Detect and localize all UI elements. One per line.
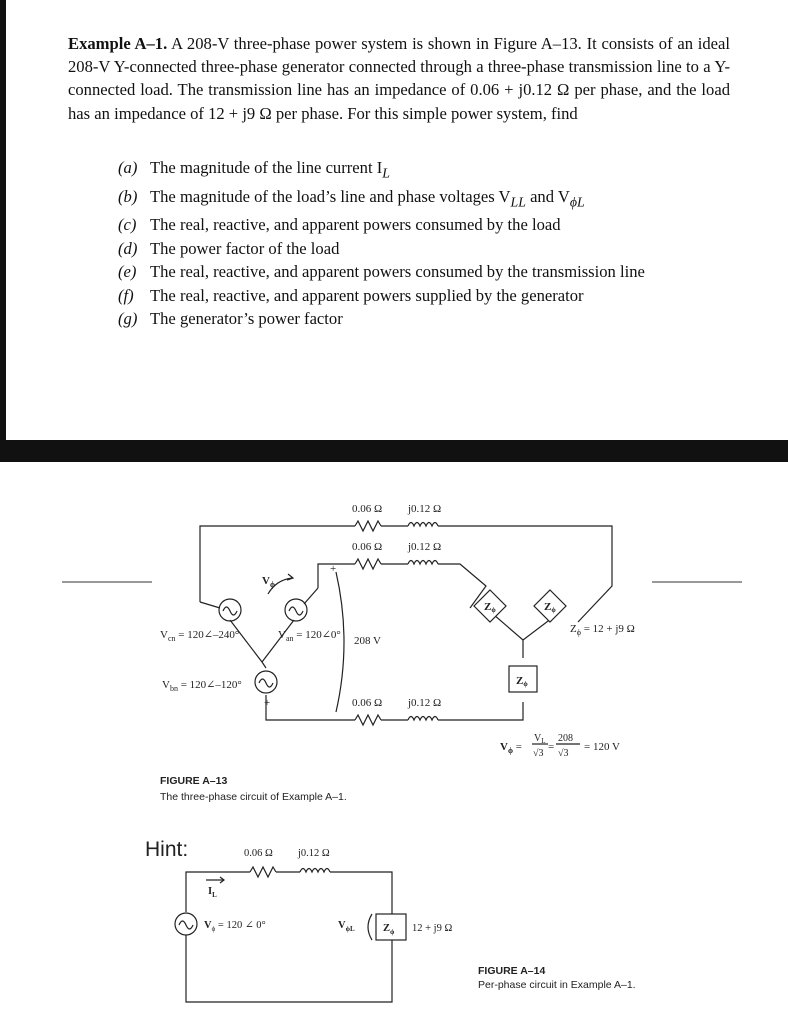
caption-a14-title: FIGURE A–14: [478, 965, 546, 977]
hint-load-box: [376, 914, 406, 940]
label-line-x-top: j0.12 Ω: [408, 503, 442, 515]
wire-bot-left: [266, 695, 355, 720]
eq-num1: V: [534, 733, 542, 744]
item-label: (b): [118, 186, 138, 206]
label-vbn: V: [162, 679, 170, 691]
inductor-top: [408, 523, 438, 527]
eq-lhs-sub: ϕ: [507, 746, 513, 755]
svg-text:Vϕ: [262, 575, 275, 589]
svg-text:Zϕ = 12 + j9 Ω: [570, 623, 635, 637]
label-vcn-val: = 120∠–240°: [175, 629, 240, 641]
figure-a13: [200, 521, 612, 744]
hint-wire-left: [186, 872, 250, 912]
list-item: [118, 260, 645, 283]
item-label: (f): [118, 285, 134, 305]
hint-label-vphil: V: [338, 920, 346, 931]
problem-statement: [68, 32, 730, 125]
caption-a14-text: Per-phase circuit in Example A–1.: [478, 979, 636, 991]
hint-label-vphi: V: [204, 920, 212, 931]
label-line-r-mid: 0.06 Ω: [352, 541, 383, 553]
label-z-def-val: = 12 + j9 Ω: [580, 623, 635, 635]
resistor-mid: [355, 559, 381, 569]
list-item: [118, 284, 645, 307]
eq-rhs: = 120 V: [584, 741, 620, 753]
svg-text:Van = 120∠0°: [278, 629, 341, 643]
item-sub: ϕL: [569, 194, 585, 210]
circuit-figures: [0, 462, 788, 1024]
eq-mid: =: [512, 741, 522, 753]
item-text: The real, reactive, and apparent powers supplied by the generator: [150, 285, 584, 305]
example-body: A 208-V three-phase power system is shown in Figure A–13. It consists of an ideal 208-V Y-connected three-phase generator connected through a three-phase transmission line to a Y-connected load. The transmission line has an impedance of 0.06 + j0.12 Ω per phase, and the load has an impedance of 12 + j9 Ω per phase. For this simple power system, find: [68, 34, 731, 123]
example-title: Example A–1.: [68, 34, 168, 53]
inductor-bot: [408, 717, 438, 721]
item-text: The generator’s power factor: [150, 309, 343, 329]
label-vbn-sub: bn: [169, 684, 178, 693]
hint-label-vphil-sub: ϕL: [345, 925, 355, 933]
label-plus-b: +: [264, 697, 271, 709]
label-line-r-bot: 0.06 Ω: [352, 697, 383, 709]
item-text: and V: [525, 186, 570, 206]
vll-bracket: [336, 572, 344, 712]
inductor-mid: [408, 561, 438, 565]
item-label: (d): [118, 238, 138, 258]
wire-src-a-top: [304, 588, 318, 604]
hint-label-r: 0.06 Ω: [244, 848, 273, 859]
label-vcn-sub: cn: [167, 634, 176, 643]
label-van: V: [278, 629, 286, 641]
label-plus: +: [330, 563, 337, 575]
svg-text:Vcn = 120∠–240°: [160, 629, 239, 643]
label-z1: Z: [484, 601, 492, 613]
caption-a13-title: FIGURE A–13: [160, 775, 228, 787]
label-line-x-mid: j0.12 Ω: [408, 541, 442, 553]
hint-label-x: j0.12 Ω: [298, 848, 330, 859]
label-vphi: V: [262, 575, 270, 587]
item-text: The magnitude of the load’s line and phase voltages V: [150, 186, 511, 206]
item-text: The power factor of the load: [150, 238, 340, 258]
wire-src-c-top: [200, 602, 220, 608]
label-vbn-val: = 120∠–120°: [177, 679, 242, 691]
wire-src-b: [262, 662, 266, 668]
svg-text:VϕL: [338, 920, 355, 933]
resistor-top: [355, 521, 381, 531]
wire-src-c: [230, 620, 262, 662]
hint-wire-right: [330, 872, 392, 916]
source-b-wave: [259, 679, 273, 687]
label-z-def-sub: ϕ: [576, 628, 581, 637]
label-line-r-top: 0.06 Ω: [352, 503, 383, 515]
wire-top-right: [438, 526, 612, 622]
label-vphi-sub: ϕ: [269, 580, 275, 589]
svg-text:IL: [208, 886, 217, 899]
item-text: The real, reactive, and apparent powers consumed by the load: [150, 215, 561, 235]
section-divider: [0, 440, 788, 462]
hint-label-vphi-sub: ϕ: [211, 925, 216, 933]
eq-num2: 208: [558, 733, 573, 744]
label-z3-sub: ϕ: [523, 680, 528, 688]
item-label: (c): [118, 215, 137, 235]
svg-text:VL: [534, 733, 546, 745]
item-text: The magnitude of the line current I: [150, 158, 383, 177]
label-z1-sub: ϕ: [491, 606, 496, 614]
label-van-sub: an: [285, 634, 294, 643]
hint-inductor: [300, 869, 330, 873]
label-vll: 208 V: [354, 635, 381, 647]
hint-resistor: [250, 867, 276, 877]
eq-num1-sub: L: [541, 737, 546, 745]
list-item: [118, 185, 645, 214]
caption-a13-text: The three-phase circuit of Example A–1.: [160, 791, 347, 803]
svg-text:Vϕ = 120 ∠ 0°: [204, 920, 266, 933]
question-list: [118, 156, 645, 330]
list-item: [118, 156, 645, 185]
resistor-bot: [355, 715, 381, 725]
wire-bot-right: [438, 702, 523, 720]
item-text: The real, reactive, and apparent powers consumed by the transmission line: [150, 262, 645, 282]
list-item: [118, 213, 645, 236]
source-c-wave: [223, 607, 237, 615]
label-vcn: V: [160, 629, 168, 641]
label-z2-sub: ϕ: [551, 606, 556, 614]
label-van-val: = 120∠0°: [293, 629, 341, 641]
vphi-arrowhead: [287, 574, 293, 580]
hint-label-il-sub: L: [212, 891, 217, 899]
svg-text:Vbn = 120∠–120°: [162, 679, 242, 693]
hint-label-z-sub: ϕ: [390, 928, 395, 936]
eq-eq: =: [548, 741, 555, 753]
svg-text:Vϕ =: [500, 741, 522, 755]
eq-lhs: V: [500, 741, 508, 753]
hint-label: Hint:: [145, 838, 189, 861]
label-z3: Z: [516, 675, 524, 687]
hint-vphil-bracket: [368, 914, 372, 940]
hint-label-il: I: [208, 886, 213, 897]
item-sub: L: [382, 165, 390, 181]
source-a-wave: [289, 607, 303, 615]
hint-label-vphi-val: = 120 ∠ 0°: [215, 920, 266, 931]
item-label: (g): [118, 309, 138, 329]
eq-den1: √3: [533, 748, 544, 759]
list-item: [118, 237, 645, 260]
hint-label-z-val: 12 + j9 Ω: [412, 923, 453, 934]
label-z-def: Z: [570, 623, 577, 635]
item-sub: LL: [510, 194, 526, 210]
hint-label-z: Z: [383, 923, 391, 934]
item-label: (a): [118, 158, 138, 177]
hint-wire-bottom: [186, 934, 392, 1002]
list-item: [118, 307, 645, 330]
eq-den2: √3: [558, 748, 569, 759]
left-edge-bar: [0, 0, 6, 440]
label-z2: Z: [544, 601, 552, 613]
item-label: (e): [118, 262, 137, 282]
label-line-x-bot: j0.12 Ω: [408, 697, 442, 709]
